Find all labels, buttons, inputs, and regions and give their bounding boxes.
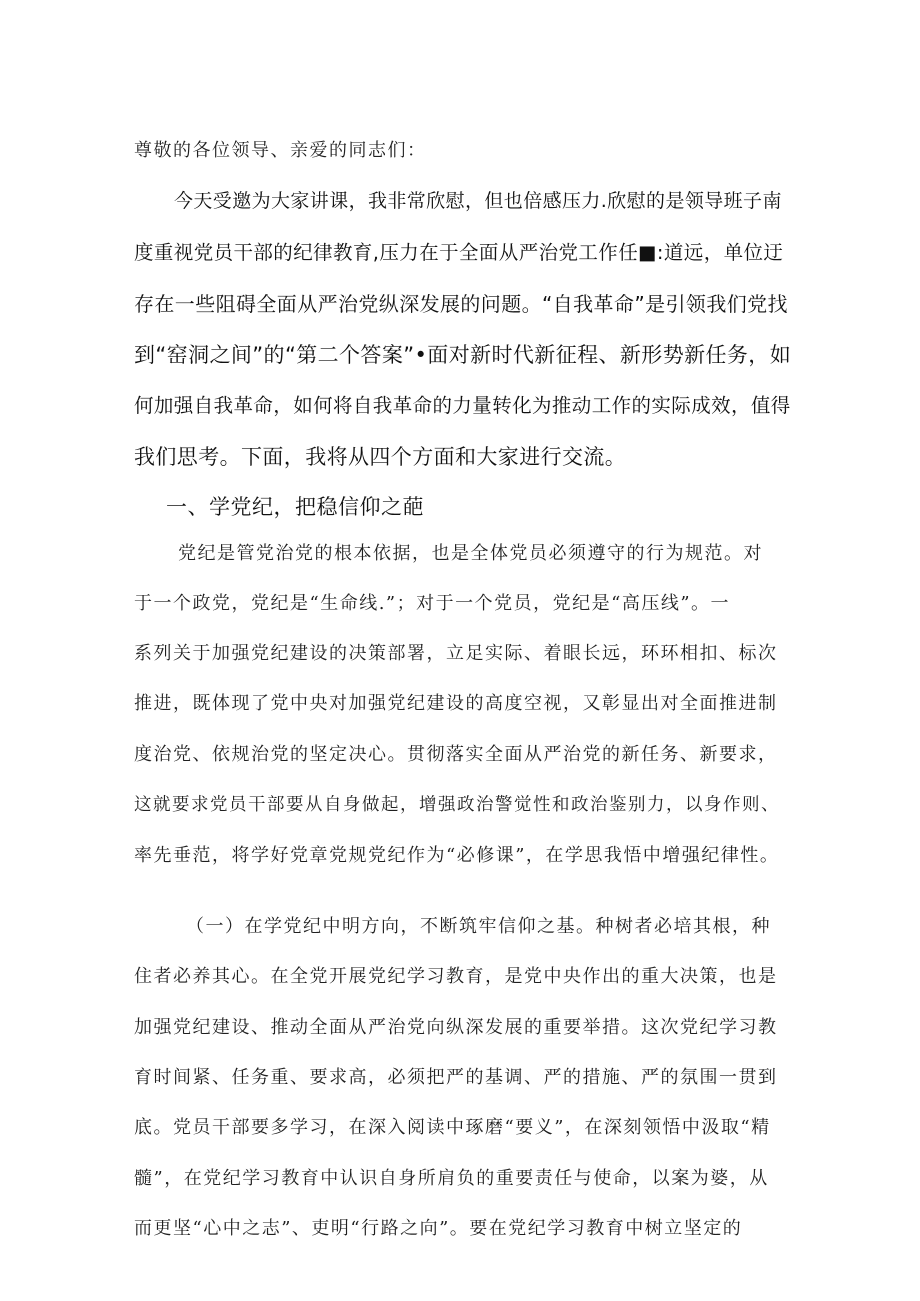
- section-paragraph-line: 于一个政党，党纪是“生命线.”；对于一个党员，党纪是“高压线”。一: [134, 593, 731, 614]
- section-paragraph-line: 系列关于加强党纪建设的决策部署，立足实际、着眼长远，环环相扣、标次: [134, 643, 778, 664]
- section-paragraph-line: 党纪是管党治党的根本依据，也是全体党员必须遵守的行为规范。对: [178, 543, 763, 564]
- subsection-paragraph-line: （一）在学党纪中明方向，不断筑牢信仰之基。种树者必培其根，种: [186, 916, 771, 937]
- section-paragraph-line: 这就要求党员干部要从自身做起，增强政治警觉性和政治鉴别力，以身作则、: [134, 795, 780, 815]
- subsection-paragraph-line: 加强党纪建设、推动全面从严治党向纵深发展的重要举措。这次党纪学习教: [134, 1017, 778, 1038]
- section-paragraph-line: 推进，既体现了党中央对加强党纪建设的高度空视，又彰显出对全面推进制: [134, 693, 778, 714]
- section-heading: 一、学党纪，把稳信仰之葩: [166, 495, 424, 519]
- intro-line: 何加强自我革命，如何将自我革命的力量转化为推动工作的实际成效，值得: [134, 394, 791, 417]
- subsection-paragraph-line: 髓”，在党纪学习教育中认识自身所肩负的重要责任与使命，以案为婆，从: [134, 1168, 769, 1189]
- intro-line: 我们思考。下面，我将从四个方面和大家进行交流。: [134, 445, 627, 469]
- intro-line: 到“窑洞之间”的“第二个答案”•面对新时代新征程、新形势新任务，如: [134, 343, 792, 367]
- intro-line: 度重视党员干部的纪律教育,压力在于全面从严治党工作任■:道远，单位迂: [134, 241, 784, 264]
- salutation: 尊敬的各位领导、亲爱的同志们：: [134, 140, 427, 161]
- subsection-paragraph-line: 底。党员干部要多学习，在深入阅读中琢磨“要义”，在深刻领悟中汲取“精: [134, 1117, 771, 1138]
- section-paragraph-line: 率先垂范，将学好党章党规党纪作为“必修课”，在学思我悟中增强纪律性。: [134, 845, 780, 866]
- intro-line: 存在一些阻碍全面从严治党纵深发展的问题。“自我革命”是引领我们党找: [134, 292, 788, 316]
- subsection-paragraph-line: 住者必养其心。在全党开展党纪学习教育，是党中央作出的重大决策，也是: [134, 966, 778, 987]
- subsection-paragraph-line: 而更坚“心中之志”、吏明“行路之向”。要在党纪学习教育中树立坚定的: [134, 1218, 743, 1239]
- section-paragraph-line: 度治党、依规治党的坚定决心。贯彻落实全面从严治党的新任务、新要求，: [134, 744, 778, 765]
- intro-line: 今天受邀为大家讲课，我非常欣慰，但也倍感压力.欣慰的是领导班子南: [174, 190, 782, 212]
- subsection-paragraph-line: 育时间紧、任务重、要求高，必须把严的基调、严的措施、严的氛围一贯到: [134, 1067, 778, 1088]
